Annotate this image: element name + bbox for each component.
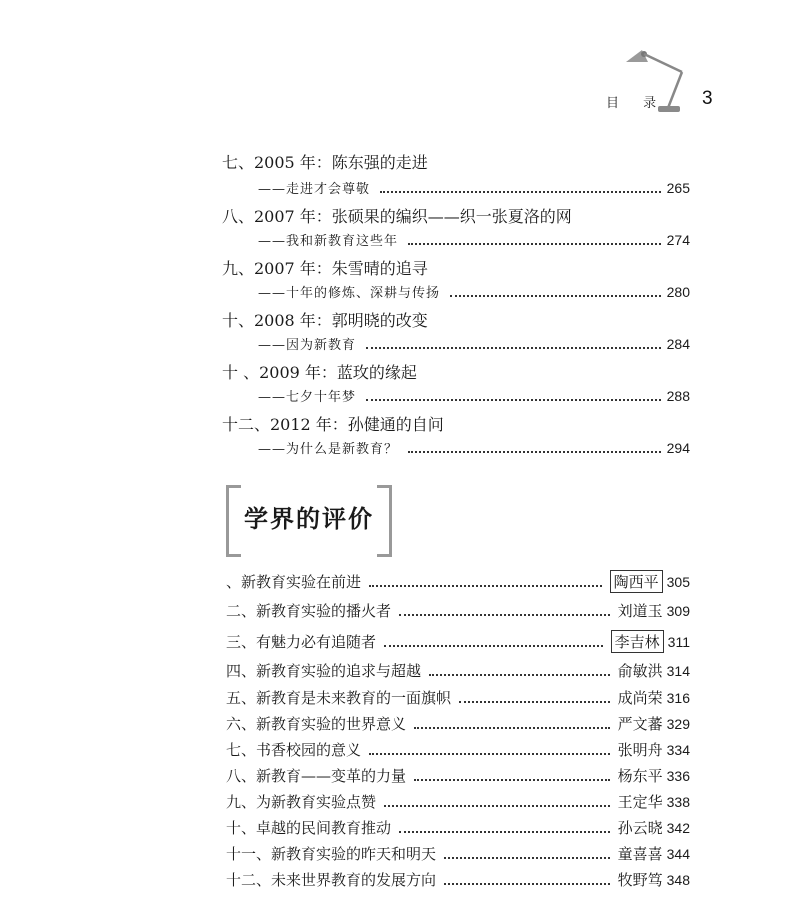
toc-subtitle: ——走进才会尊敬 — [258, 182, 371, 197]
entry-title: 六、新教育实验的世界意义 — [226, 715, 407, 733]
toc-subtitle-row[interactable] — [258, 334, 690, 353]
entry-author: 童喜喜 — [617, 845, 663, 863]
toc-page: 284 — [666, 336, 690, 352]
toc-page: 265 — [666, 180, 690, 196]
dot-leader — [369, 584, 602, 587]
toc-page: 280 — [666, 284, 690, 300]
entry-page: 338 — [666, 794, 690, 810]
page-header — [0, 0, 800, 120]
toc-subtitle: ——十年的修炼、深耕与传扬 — [258, 286, 441, 301]
toc-entry[interactable] — [226, 687, 690, 708]
entry-page: 344 — [666, 846, 690, 862]
toc-subtitle: ——七夕十年梦 — [258, 390, 357, 405]
toc-entry[interactable] — [226, 869, 690, 890]
entry-author: 张明舟 — [617, 741, 663, 759]
dot-leader — [414, 778, 610, 781]
dot-leader — [399, 613, 610, 616]
toc-subtitle: ——为什么是新教育？ — [258, 442, 399, 457]
entry-title: 五、新教育是未来教育的一面旗帜 — [226, 689, 452, 707]
entry-page: 336 — [666, 768, 690, 784]
toc-subtitle-row[interactable] — [258, 438, 690, 457]
entry-page: 329 — [666, 716, 690, 732]
toc-subtitle-row[interactable] — [258, 230, 690, 249]
entry-page: 309 — [666, 603, 690, 619]
toc-entry[interactable] — [226, 765, 690, 786]
dot-leader — [366, 346, 661, 349]
entry-title: 八、新教育——变革的力量 — [226, 767, 407, 785]
entry-author: 杨东平 — [617, 767, 663, 785]
toc-entry[interactable] — [226, 660, 690, 681]
entry-author: 俞敏洪 — [617, 662, 663, 680]
section-title: 学界的评价 — [244, 504, 374, 533]
toc-chapter-title[interactable]: 九、2007 年：朱雪晴的追寻 — [222, 259, 428, 278]
dot-leader — [384, 644, 603, 647]
toc-chapter-title[interactable]: 十二、2012 年：孙健通的自问 — [222, 415, 444, 434]
dot-leader — [450, 294, 661, 297]
entry-title: 三、有魅力必有追随者 — [226, 633, 377, 651]
toc-entry[interactable] — [226, 630, 690, 653]
entry-author: 牧野笃 — [617, 871, 663, 889]
entry-title: 九、为新教育实验点赞 — [226, 793, 377, 811]
toc-entry[interactable] — [226, 843, 690, 864]
toc-page: 294 — [666, 440, 690, 456]
toc-entry[interactable] — [226, 817, 690, 838]
toc-subtitle-row[interactable] — [258, 178, 690, 197]
entry-author: 严文蕃 — [617, 715, 663, 733]
entry-author: 王定华 — [617, 793, 663, 811]
entry-author: 陶西平 — [610, 570, 663, 593]
entry-title: 二、新教育实验的播火者 — [226, 602, 392, 620]
toc-subtitle-row[interactable] — [258, 282, 690, 301]
toc-entry[interactable] — [226, 600, 690, 621]
entry-author: 孙云晓 — [617, 819, 663, 837]
entry-page: 316 — [666, 690, 690, 706]
dot-leader — [380, 190, 661, 193]
toc-subtitle: ——我和新教育这些年 — [258, 234, 399, 249]
entry-title: 十、卓越的民间教育推动 — [226, 819, 392, 837]
toc-entry[interactable] — [226, 739, 690, 760]
page-number: 3 — [702, 88, 713, 109]
entry-page: 314 — [666, 663, 690, 679]
toc-page: 288 — [666, 388, 690, 404]
dot-leader — [429, 673, 610, 676]
entry-page: 305 — [666, 574, 690, 590]
toc-subtitle-row[interactable] — [258, 386, 690, 405]
toc-chapter-title[interactable]: 八、2007 年：张硕果的编织——织一张夏洛的网 — [222, 207, 572, 226]
entry-title: 十二、未来世界教育的发展方向 — [226, 871, 437, 889]
dot-leader — [366, 398, 661, 401]
entry-title: 十一、新教育实验的昨天和明天 — [226, 845, 437, 863]
entry-page: 311 — [667, 634, 690, 650]
entry-title: 、新教育实验在前进 — [226, 573, 362, 591]
toc-entry[interactable] — [226, 570, 690, 593]
section-heading — [226, 485, 392, 551]
toc-entry[interactable] — [226, 791, 690, 812]
dot-leader — [408, 450, 661, 453]
dot-leader — [408, 242, 661, 245]
dot-leader — [399, 830, 610, 833]
entry-author: 成尚荣 — [617, 689, 663, 707]
dot-leader — [444, 882, 610, 885]
toc-subtitle: ——因为新教育 — [258, 338, 357, 353]
entry-author: 李吉林 — [611, 630, 664, 653]
dot-leader — [384, 804, 610, 807]
toc-chapter-title[interactable]: 十、2008 年：郭明晓的改变 — [222, 311, 428, 330]
toc-chapter-title[interactable]: 十 、2009 年：蓝玫的缘起 — [222, 363, 417, 382]
toc-chapter-title[interactable]: 七、2005 年：陈东强的走进 — [222, 153, 428, 172]
entry-title: 七、书香校园的意义 — [226, 741, 362, 759]
running-header-title: 目 录 — [606, 96, 667, 111]
entry-page: 342 — [666, 820, 690, 836]
dot-leader — [444, 856, 610, 859]
toc-page: 274 — [666, 232, 690, 248]
entry-page: 334 — [666, 742, 690, 758]
dot-leader — [459, 700, 610, 703]
toc-entry[interactable] — [226, 713, 690, 734]
dot-leader — [414, 726, 610, 729]
entry-page: 348 — [666, 872, 690, 888]
entry-author: 刘道玉 — [617, 602, 663, 620]
entry-title: 四、新教育实验的追求与超越 — [226, 662, 422, 680]
dot-leader — [369, 752, 610, 755]
